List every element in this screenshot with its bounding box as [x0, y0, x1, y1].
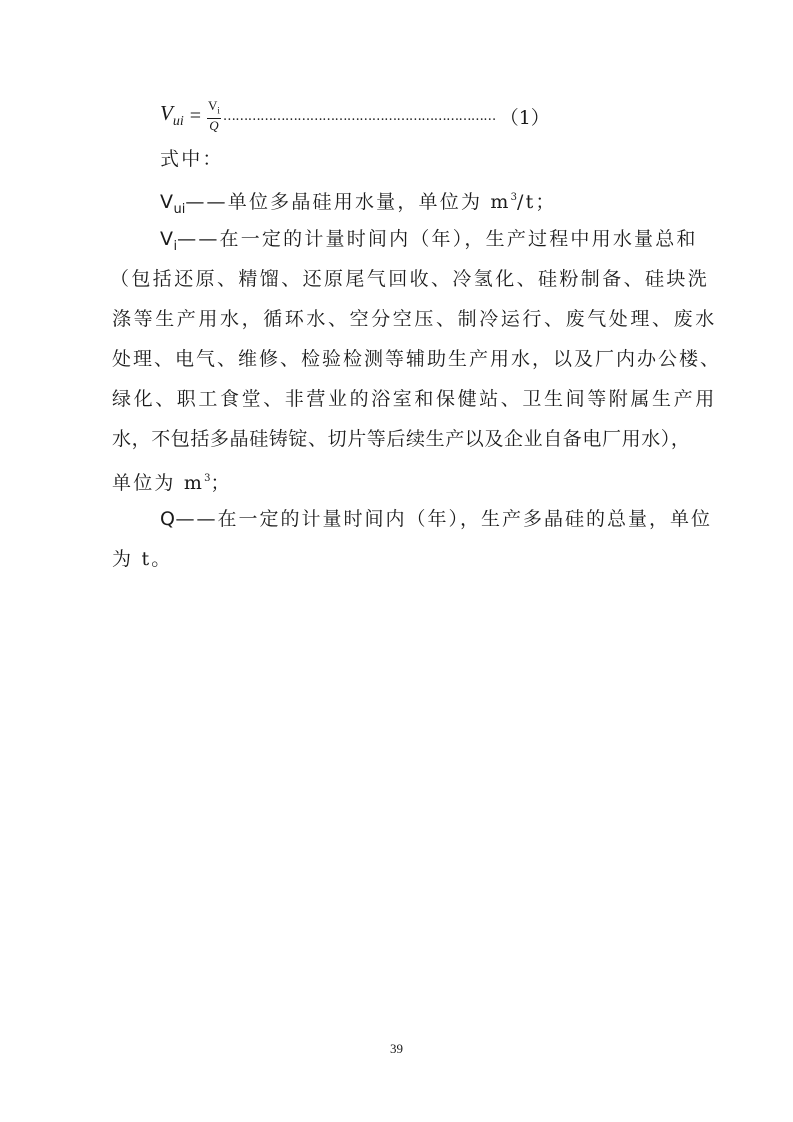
term-q: Q [160, 508, 176, 530]
definition-vi-line-2: （包括还原、精馏、还原尾气回收、冷氢化、硅粉制备、硅块洗 [110, 268, 710, 290]
term-vui: $V_{ui}$ [160, 191, 186, 217]
definition-vi-line-1: $V_i——$在一定的计量时间内（年），生产过程中用水量总和 [160, 228, 698, 254]
definition-vi-line-4: 处理、电气、维修、检验检测等辅助生产用水，以及厂内办公楼、 [112, 348, 722, 370]
definition-vi-line-7: 单位为 $m^3$； [112, 472, 232, 494]
formula-denominator: Q [209, 117, 219, 133]
formula-numerator: $V_i$ [207, 99, 221, 119]
definition-vui: $V_{ui}——$单位多晶硅用水量，单位为 $m^3/t$； [160, 191, 557, 217]
definition-q-line-1: Q——在一定的计量时间内（年），生产多晶硅的总量，单位 [160, 508, 712, 530]
definition-vi-line-3: 涤等生产用水，循环水、空分空压、制冷运行、废气处理、废水 [112, 308, 717, 330]
formula-leader-dots: ………………………………………………………… [222, 108, 496, 124]
formula-lhs: $V_{ui}$ [160, 101, 184, 130]
definition-q-line-2: 为 t。 [112, 548, 173, 570]
definition-vi-line-5: 绿化、职工食堂、非营业的浴室和保健站、卫生间等附属生产用 [112, 388, 717, 410]
formula-fraction [207, 99, 221, 133]
formula-number: （1） [499, 106, 550, 129]
page-number: 39 [390, 1041, 403, 1056]
where-label: 式中： [160, 148, 224, 170]
definition-vi-line-6: 水，不包括多晶硅铸锭、切片等后续生产以及企业自备电厂用水）， [112, 428, 691, 450]
formula-1 [160, 98, 550, 134]
term-vi: $V_i$ [160, 228, 178, 254]
formula-equals: = [189, 104, 201, 127]
